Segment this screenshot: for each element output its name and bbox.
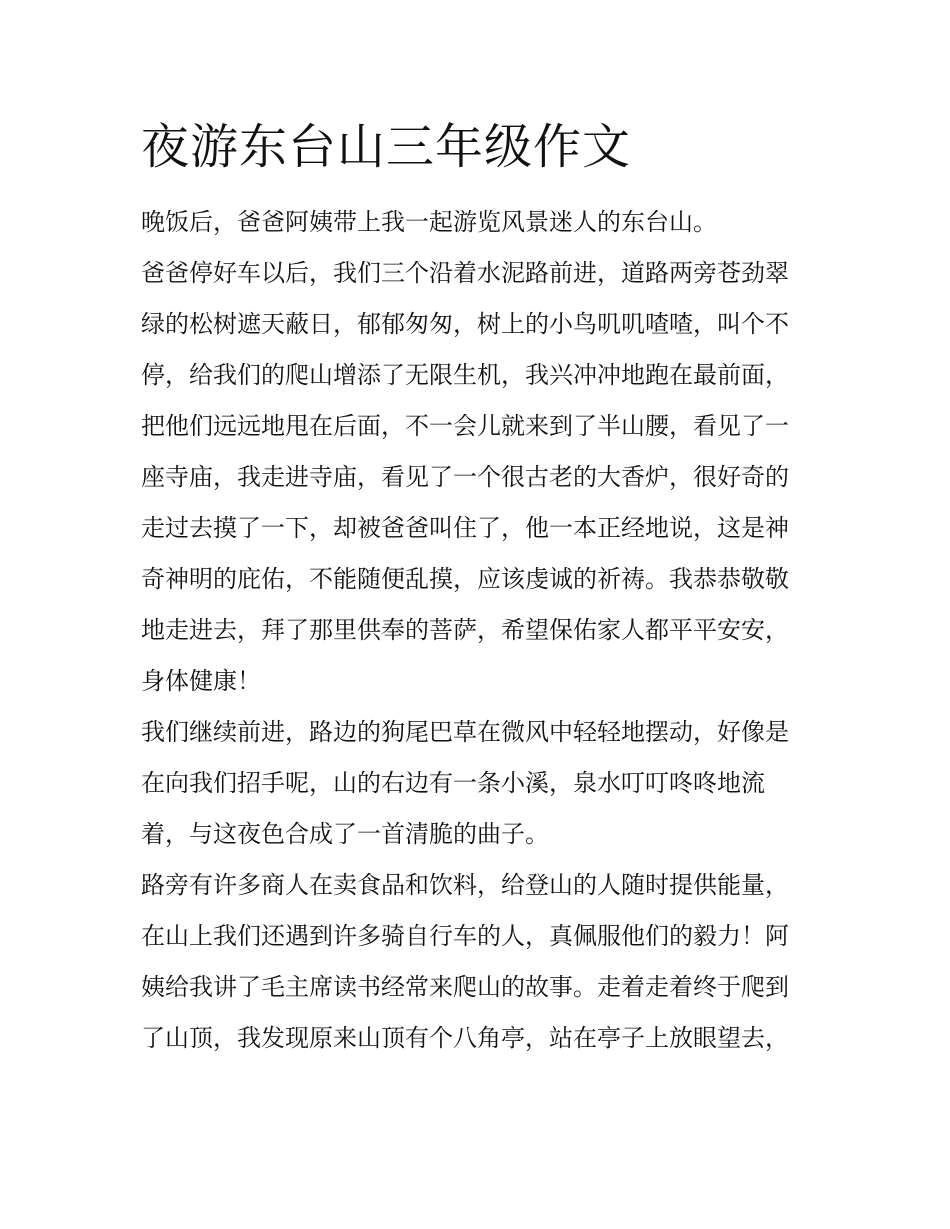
text-line: 奇神明的庇佑，不能随便乱摸，应该虔诚的祈祷。我恭恭敬敬 (141, 565, 789, 593)
document-title: 夜游东台山三年级作文 (141, 119, 632, 175)
text-line: 路旁有许多商人在卖食品和饮料，给登山的人随时提供能量， (141, 871, 789, 899)
text-line: 我们继续前进，路边的狗尾巴草在微风中轻轻地摆动，好像是 (141, 718, 789, 746)
text-line: 把他们远远地甩在后面，不一会儿就来到了半山腰，看见了一 (141, 412, 789, 440)
text-line: 座寺庙，我走进寺庙，看见了一个很古老的大香炉，很好奇的 (141, 463, 789, 491)
text-line: 在向我们招手呢，山的右边有一条小溪，泉水叮叮咚咚地流 (141, 769, 765, 797)
text-line: 爸爸停好车以后，我们三个沿着水泥路前进，道路两旁苍劲翠 (141, 259, 789, 287)
text-line: 了山顶，我发现原来山顶有个八角亭，站在亭子上放眼望去， (141, 1024, 789, 1052)
text-line: 姨给我讲了毛主席读书经常来爬山的故事。走着走着终于爬到 (141, 973, 789, 1001)
text-line: 晚饭后，爸爸阿姨带上我一起游览风景迷人的东台山。 (141, 208, 717, 236)
text-line: 地走进去，拜了那里供奉的菩萨，希望保佑家人都平平安安， (141, 616, 789, 644)
text-line: 走过去摸了一下，却被爸爸叫住了，他一本正经地说，这是神 (141, 514, 789, 542)
essay-body (141, 197, 813, 1064)
text-line: 身体健康！ (141, 667, 261, 695)
text-line: 停，给我们的爬山增添了无限生机，我兴冲冲地跑在最前面， (141, 361, 789, 389)
text-line: 绿的松树遮天蔽日，郁郁匆匆，树上的小鸟叽叽喳喳，叫个不 (141, 310, 789, 338)
text-line: 着，与这夜色合成了一首清脆的曲子。 (141, 820, 549, 848)
text-line: 在山上我们还遇到许多骑自行车的人，真佩服他们的毅力！阿 (141, 922, 789, 950)
